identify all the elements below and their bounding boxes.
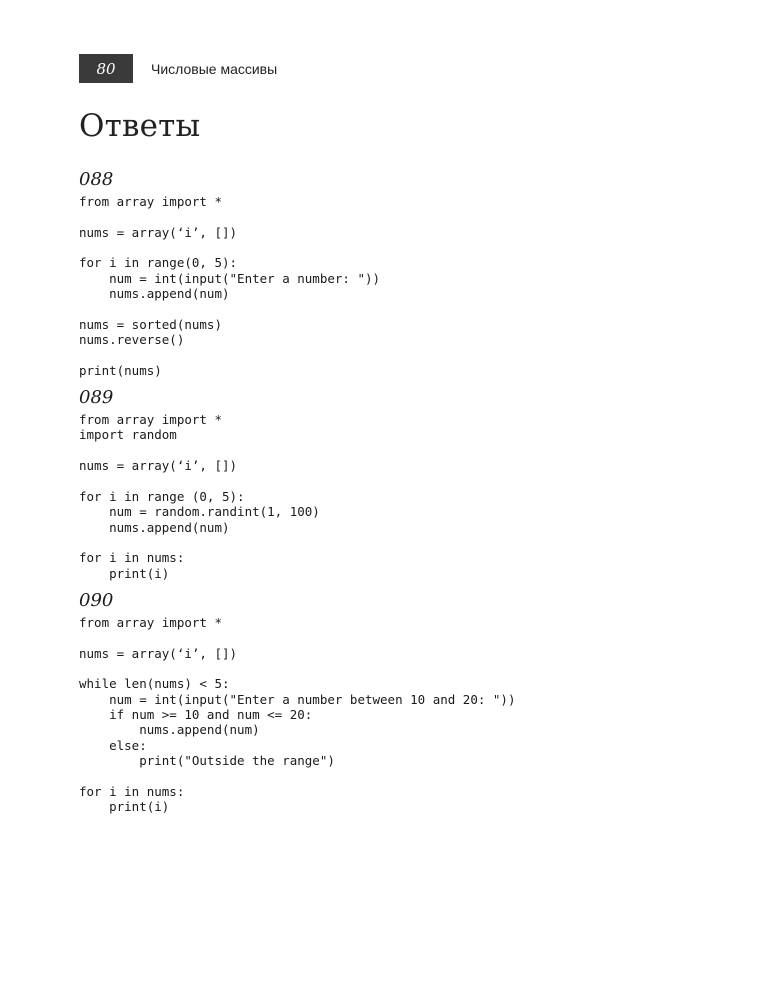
code-line: [79, 474, 699, 489]
code-listing: [79, 412, 699, 581]
code-line: [79, 535, 699, 550]
code-listing: [79, 615, 699, 814]
code-line: nums = array(‘i’, []): [79, 224, 238, 240]
exercise-number: 090: [79, 589, 114, 611]
code-line: from array import *: [79, 412, 222, 428]
code-line: print("Outside the range"): [79, 753, 335, 768]
code-line: nums = array(‘i’, []): [79, 458, 238, 474]
code-line: for i in nums:: [79, 550, 185, 566]
code-line: nums = array(‘i’, []): [79, 645, 238, 661]
code-line: nums.append(num): [79, 286, 230, 302]
code-line: for i in range (0, 5):: [79, 488, 245, 504]
code-line: from array import *: [79, 194, 222, 209]
answer-block: [79, 587, 699, 814]
answer-block: [79, 384, 699, 581]
code-line: [79, 240, 699, 255]
code-line: nums.append(num): [79, 519, 230, 535]
code-line: [79, 768, 699, 783]
code-line: else:: [79, 737, 147, 753]
exercise-number: 088: [79, 169, 114, 190]
page-number: 80: [79, 54, 133, 83]
code-line: nums.append(num): [79, 722, 260, 738]
code-line: print(nums): [79, 362, 162, 378]
code-line: [79, 630, 699, 645]
code-line: while len(nums) < 5:: [79, 676, 230, 692]
code-line: nums = sorted(nums): [79, 316, 222, 332]
code-line: print(i): [79, 799, 170, 815]
code-line: [79, 661, 699, 676]
code-line: from array import *: [79, 614, 222, 630]
running-title: Числовые массивы: [151, 60, 278, 77]
code-line: num = int(input("Enter a number between 10 and 20: ")): [79, 691, 516, 707]
code-listing: [79, 194, 699, 378]
code-line: [79, 443, 699, 458]
code-line: if num >= 10 and num <= 20:: [79, 706, 313, 722]
exercise-number: 089: [79, 387, 114, 409]
code-line: print(i): [79, 565, 170, 581]
code-line: num = random.randint(1, 100): [79, 504, 320, 520]
code-line: for i in range(0, 5):: [79, 255, 238, 271]
code-line: num = int(input("Enter a number: ")): [79, 270, 381, 286]
page-header: [79, 54, 277, 83]
code-line: [79, 209, 699, 224]
code-line: [79, 301, 699, 316]
section-heading: Ответы: [79, 108, 201, 144]
answers-list: [79, 166, 699, 820]
code-line: [79, 347, 699, 362]
answer-block: [79, 166, 699, 378]
code-line: nums.reverse(): [79, 332, 185, 348]
code-line: for i in nums:: [79, 783, 185, 799]
code-line: import random: [79, 427, 177, 443]
